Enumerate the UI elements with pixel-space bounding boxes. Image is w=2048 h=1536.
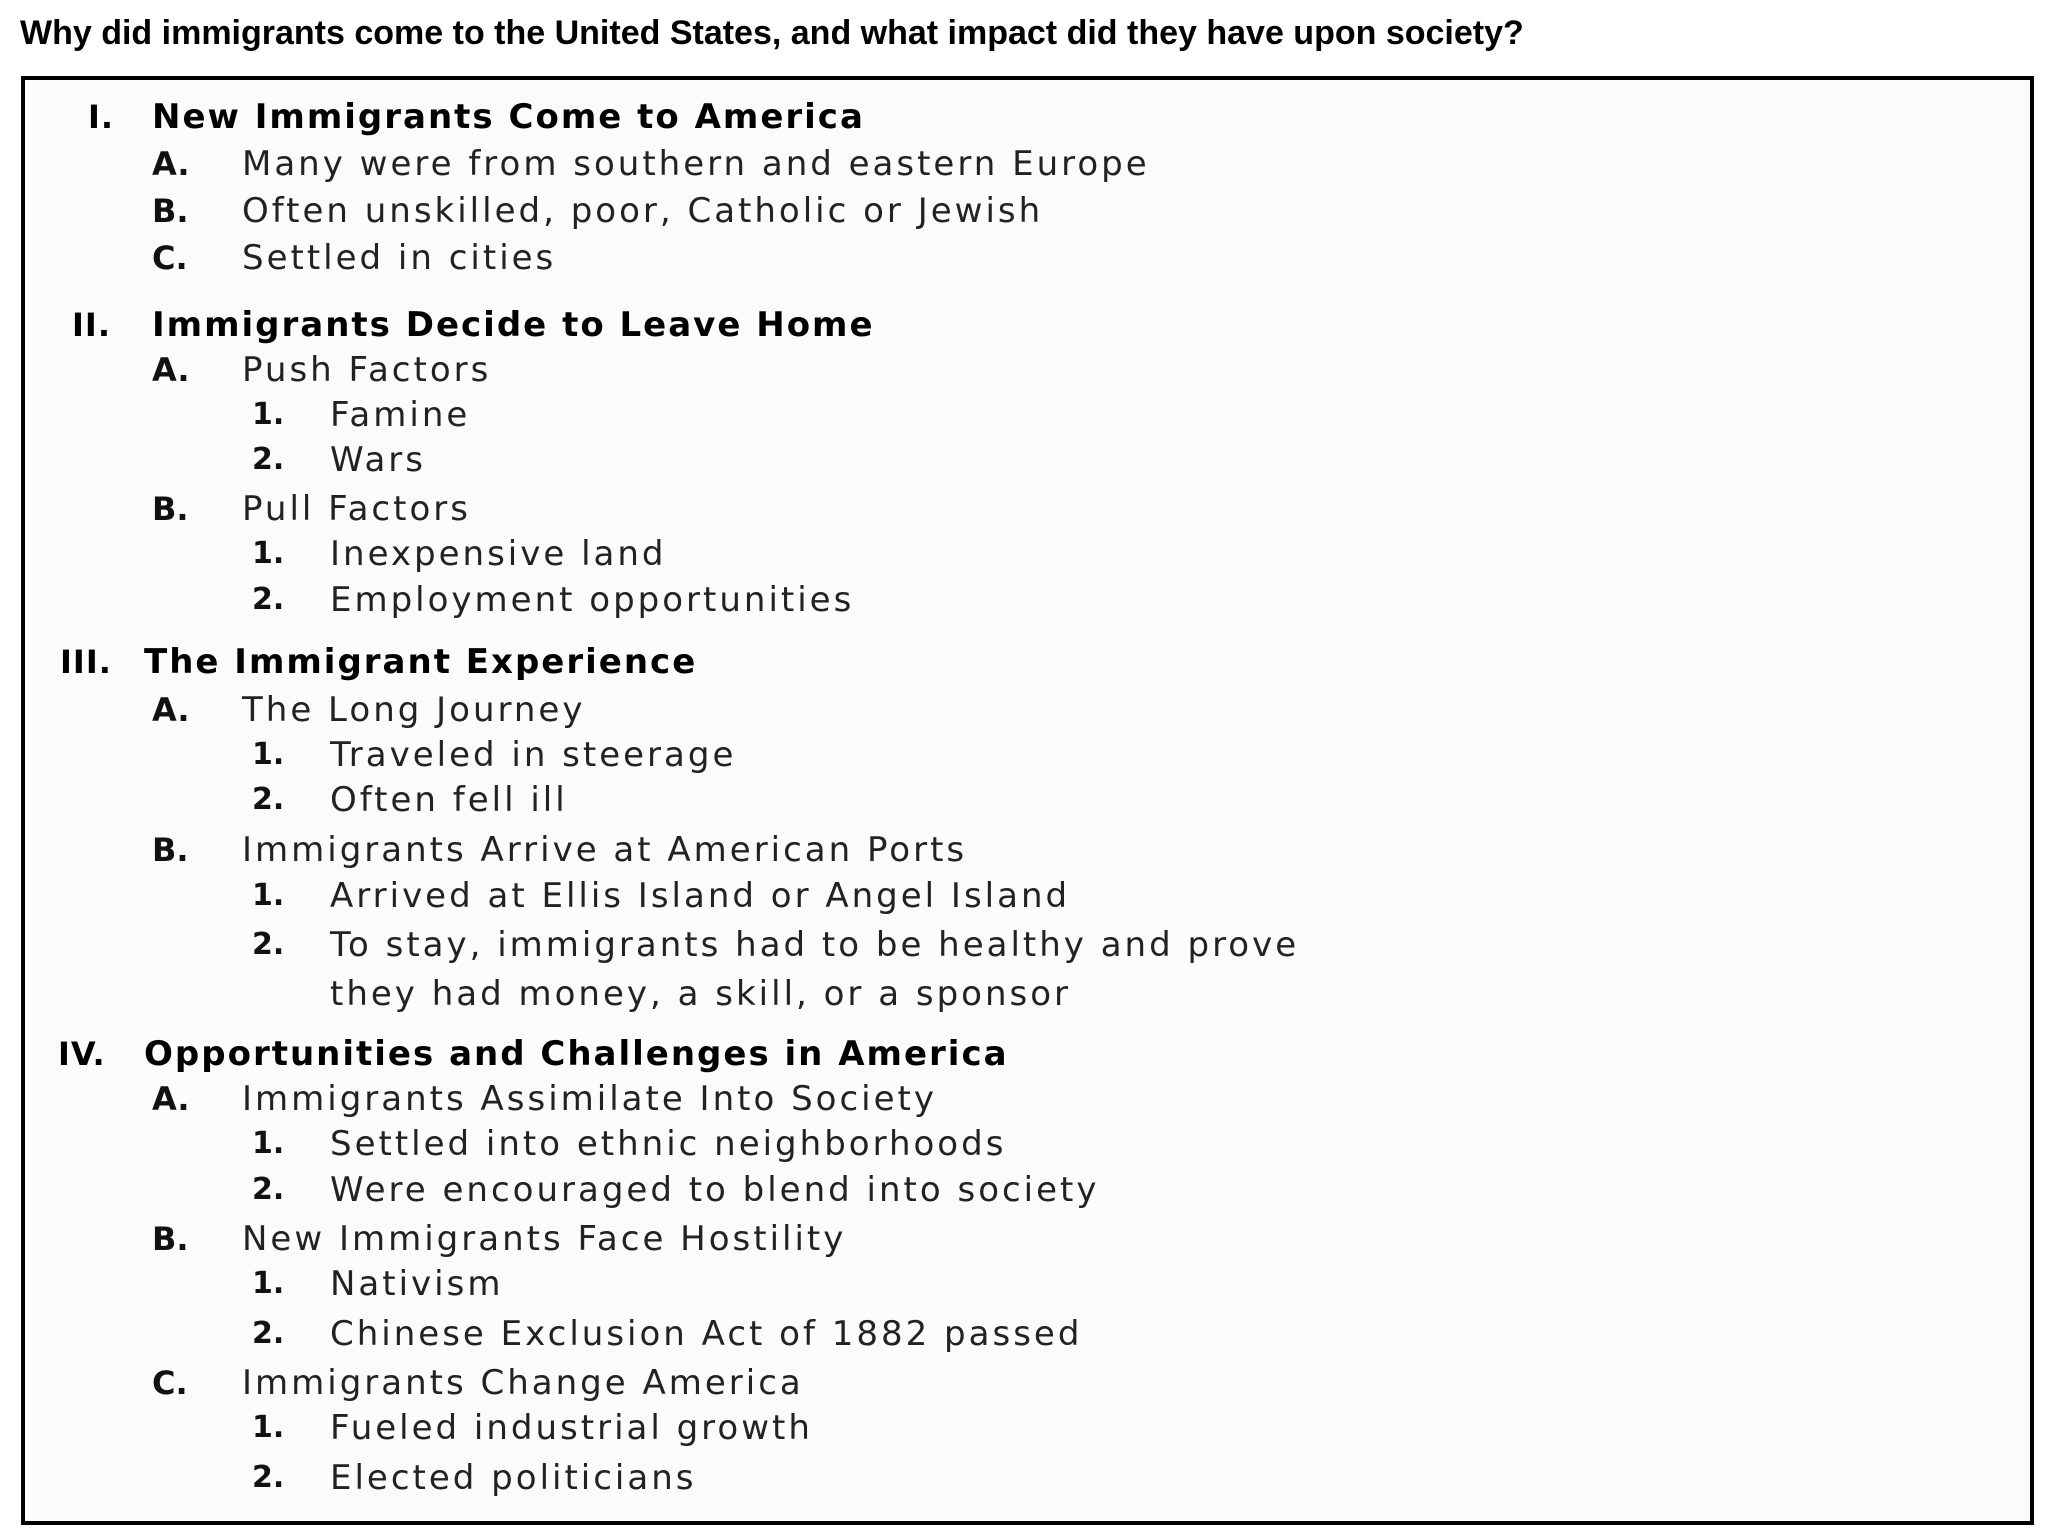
section-4-c-1-marker: 1. xyxy=(252,1410,285,1445)
section-1-b-text: Often unskilled, poor, Catholic or Jewish xyxy=(242,191,1044,231)
section-2-a-2-marker: 2. xyxy=(252,442,285,477)
section-3-a-marker: A. xyxy=(152,691,190,729)
section-2-a-1-text: Famine xyxy=(330,395,471,435)
section-4-b-1-text: Nativism xyxy=(330,1264,504,1304)
section-2-b-text: Pull Factors xyxy=(242,489,471,529)
section-2-b-1-text: Inexpensive land xyxy=(330,534,667,574)
section-3-b-2-marker: 2. xyxy=(252,927,285,962)
section-4-c-marker: C. xyxy=(152,1364,188,1402)
section-3-a-2-text: Often fell ill xyxy=(330,780,568,820)
section-4-a-marker: A. xyxy=(152,1080,190,1118)
question-heading: Why did immigrants come to the United States, and what impact did they have upon society? xyxy=(20,14,1524,52)
section-3-b-text: Immigrants Arrive at American Ports xyxy=(242,830,968,870)
section-3-a-2-marker: 2. xyxy=(252,782,285,817)
section-3-b-1-marker: 1. xyxy=(252,878,285,913)
outline-box xyxy=(21,76,2034,1525)
section-3-a-1-marker: 1. xyxy=(252,737,285,772)
section-1-a-marker: A. xyxy=(152,145,190,183)
section-4-a-2-marker: 2. xyxy=(252,1172,285,1207)
section-4-title: Opportunities and Challenges in America xyxy=(144,1034,1009,1074)
section-3-a-1-text: Traveled in steerage xyxy=(330,735,737,775)
section-2-b-2-marker: 2. xyxy=(252,582,285,617)
section-1-marker: I. xyxy=(88,98,115,136)
section-4-c-2-marker: 2. xyxy=(252,1460,285,1495)
section-2-a-text: Push Factors xyxy=(242,350,492,390)
section-3-b-2-continuation: they had money, a skill, or a sponsor xyxy=(330,974,1071,1014)
section-3-a-text: The Long Journey xyxy=(242,690,586,730)
section-1-b-marker: B. xyxy=(152,192,189,230)
section-2-a-marker: A. xyxy=(152,351,190,389)
section-4-c-text: Immigrants Change America xyxy=(242,1363,804,1403)
section-3-title: The Immigrant Experience xyxy=(144,642,698,682)
section-2-b-marker: B. xyxy=(152,490,189,528)
section-3-marker: III. xyxy=(60,643,112,681)
section-4-b-2-marker: 2. xyxy=(252,1316,285,1351)
section-4-b-marker: B. xyxy=(152,1220,189,1258)
section-4-a-1-text: Settled into ethnic neighborhoods xyxy=(330,1124,1007,1164)
section-4-a-text: Immigrants Assimilate Into Society xyxy=(242,1079,937,1119)
section-4-b-1-marker: 1. xyxy=(252,1266,285,1301)
section-4-b-2-text: Chinese Exclusion Act of 1882 passed xyxy=(330,1314,1083,1354)
section-1-c-text: Settled in cities xyxy=(242,238,557,278)
section-4-a-1-marker: 1. xyxy=(252,1126,285,1161)
section-2-title: Immigrants Decide to Leave Home xyxy=(152,305,875,345)
section-3-b-marker: B. xyxy=(152,831,189,869)
section-4-c-2-text: Elected politicians xyxy=(330,1458,697,1498)
section-4-b-text: New Immigrants Face Hostility xyxy=(242,1219,847,1259)
section-1-title: New Immigrants Come to America xyxy=(152,97,865,137)
section-3-b-1-text: Arrived at Ellis Island or Angel Island xyxy=(330,876,1071,916)
section-4-marker: IV. xyxy=(58,1035,106,1073)
section-2-b-1-marker: 1. xyxy=(252,536,285,571)
section-4-c-1-text: Fueled industrial growth xyxy=(330,1408,813,1448)
section-2-a-2-text: Wars xyxy=(330,440,426,480)
section-3-b-2-text: To stay, immigrants had to be healthy and prove xyxy=(330,925,1300,965)
section-1-c-marker: C. xyxy=(152,239,188,277)
section-4-a-2-text: Were encouraged to blend into society xyxy=(330,1170,1100,1210)
section-2-marker: II. xyxy=(72,306,111,344)
section-1-a-text: Many were from southern and eastern Europe xyxy=(242,144,1150,184)
section-2-a-1-marker: 1. xyxy=(252,397,285,432)
section-2-b-2-text: Employment opportunities xyxy=(330,580,855,620)
